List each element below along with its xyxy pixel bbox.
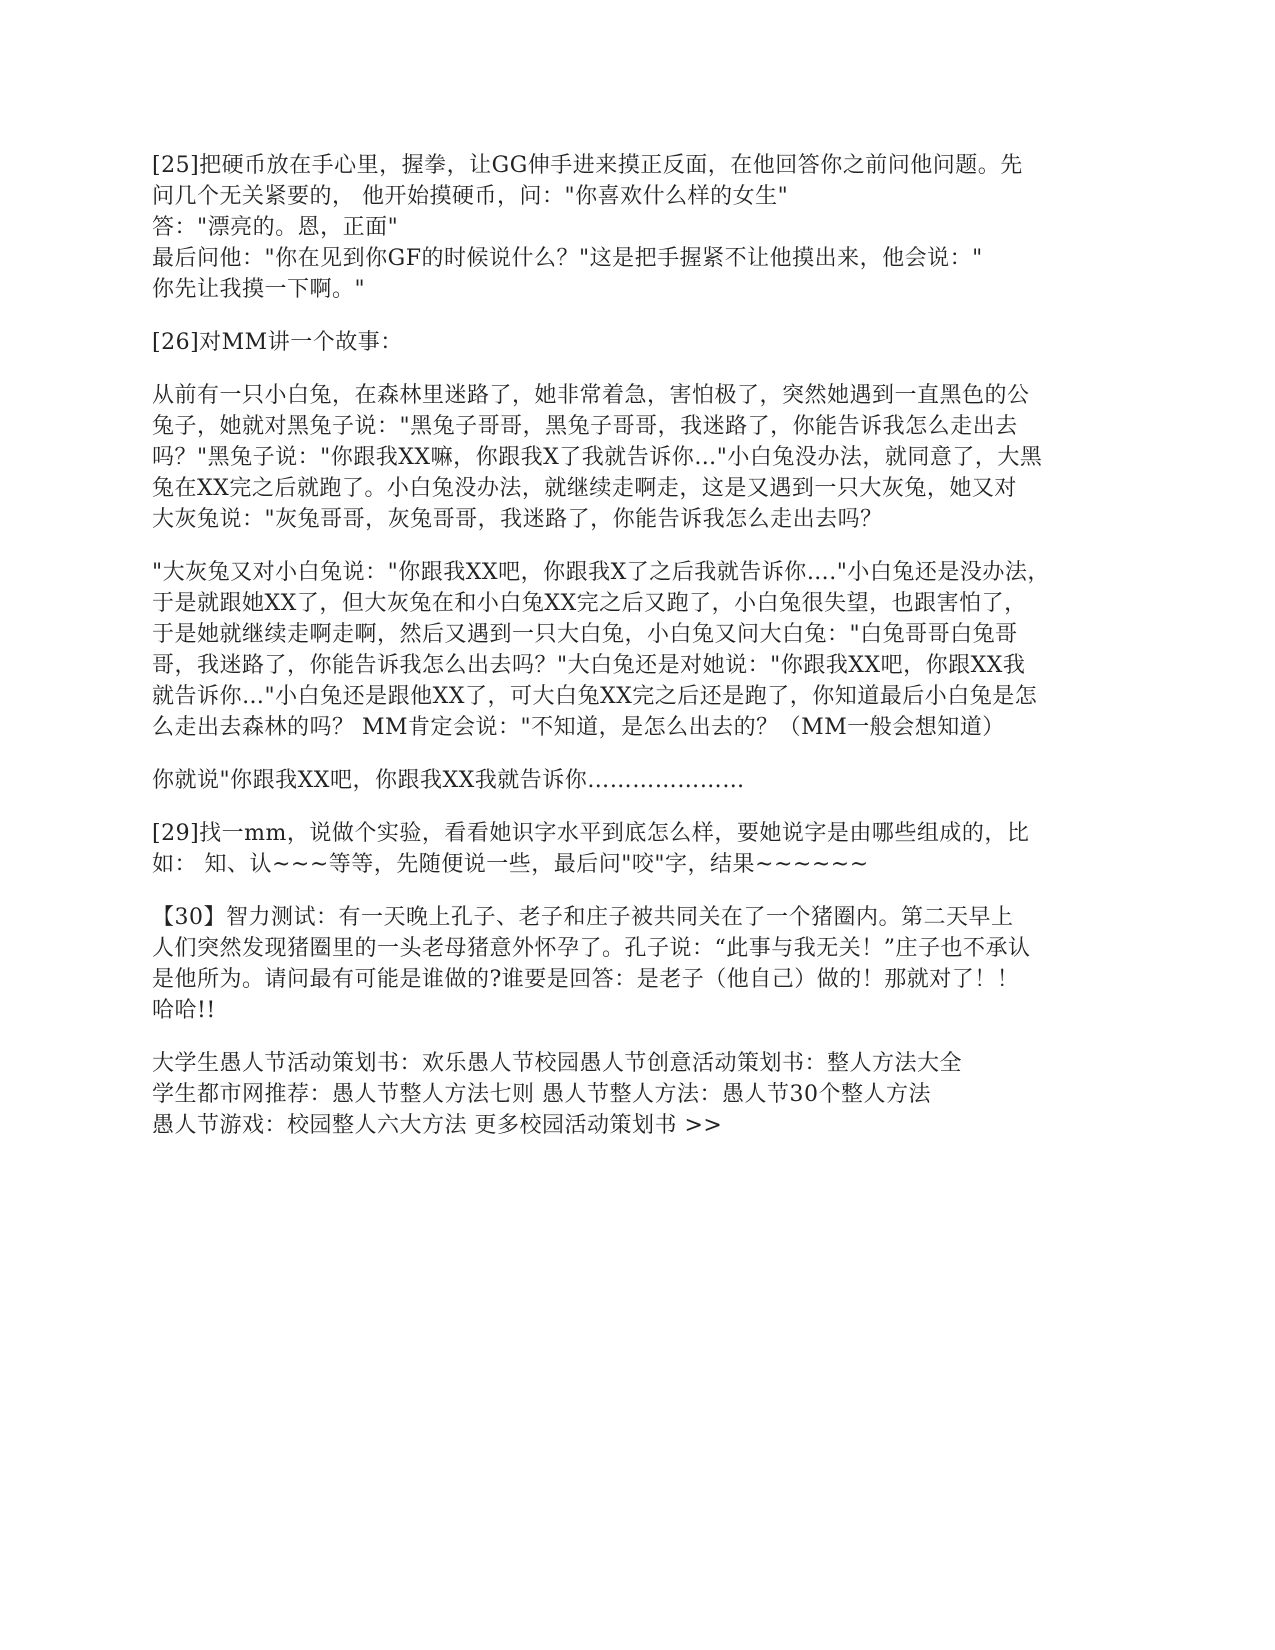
text-line: 于是就跟她XX了，但大灰兔在和小白兔XX完之后又跑了，小白兔很失望，也跟害怕了， [152, 591, 1027, 616]
text-line: [29]找一mm，说做个实验，看看她识字水平到底怎么样，要她说字是由哪些组成的，比 [152, 821, 1030, 846]
text-line: 从前有一只小白兔，在森林里迷路了，她非常着急，害怕极了，突然她遇到一直黑色的公 [152, 383, 1030, 408]
paragraph-26-heading [152, 327, 1132, 358]
related-link-line[interactable]: 大学生愚人节活动策划书：欢乐愚人节校园愚人节创意活动策划书：整人方法大全 [152, 1051, 963, 1076]
text-line: [26]对MM讲一个故事： [152, 330, 403, 355]
text-line: 答："漂亮的。恩，正面" [152, 215, 399, 240]
text-line: 哥，我迷路了，你能告诉我怎么出去吗？"大白兔还是对她说："你跟我XX吧，你跟XX我 [152, 653, 1026, 678]
paragraph-25 [152, 150, 1132, 305]
text-line: 问几个无关紧要的， 他开始摸硬币，问："你喜欢什么样的女生" [152, 184, 789, 209]
text-line: 吗？"黑兔子说："你跟我XX嘛，你跟我X了我就告诉你…"小白兔没办法，就同意了，大黑 [152, 445, 1043, 470]
text-line: 人们突然发现猪圈里的一头老母猪意外怀孕了。孔子说：“此事与我无关！”庄子也不承认 [152, 936, 1031, 961]
text-line: 你就说"你跟我XX吧，你跟我XX我就告诉你………………… [152, 768, 745, 793]
text-line: 哈哈!! [152, 998, 216, 1023]
paragraph-29 [152, 818, 1132, 880]
related-link-line[interactable]: 学生都市网推荐：愚人节整人方法七则 愚人节整人方法：愚人节30个整人方法 [152, 1082, 931, 1107]
paragraph-story-punchline [152, 765, 1132, 796]
text-line: 兔子，她就对黑兔子说："黑兔子哥哥，黑兔子哥哥，我迷路了，你能告诉我怎么走出去 [152, 414, 1018, 439]
text-line: 么走出去森林的吗？ MM肯定会说："不知道，是怎么出去的？（MM一般会想知道） [152, 715, 1005, 740]
text-line: 你先让我摸一下啊。" [152, 277, 366, 302]
text-line: 兔在XX完之后就跑了。小白兔没办法，就继续走啊走，这是又遇到一只大灰兔，她又对 [152, 476, 1017, 501]
text-line: 如： 知、认~~~等等，先随便说一些，最后问"咬"字，结果~~~~~~ [152, 852, 869, 877]
text-line: 是他所为。请问最有可能是谁做的?谁要是回答：是老子（他自己）做的！那就对了！！ [152, 967, 1020, 992]
paragraph-30 [152, 902, 1132, 1026]
related-link-line[interactable]: 愚人节游戏：校园整人六大方法 更多校园活动策划书 >> [152, 1113, 723, 1138]
text-line: [25]把硬币放在手心里，握拳，让GG伸手进来摸正反面，在他回答你之前问他问题。先 [152, 153, 1023, 178]
text-line: "大灰兔又对小白兔说："你跟我XX吧，你跟我X了之后我就告诉你…."小白兔还是没办法， [152, 560, 1050, 585]
related-links [152, 1048, 1132, 1141]
paragraph-story-part-1 [152, 380, 1132, 535]
text-line: 大灰兔说："灰兔哥哥，灰兔哥哥，我迷路了，你能告诉我怎么走出去吗？ [152, 507, 883, 532]
paragraph-story-part-2 [152, 557, 1132, 743]
document-body [152, 150, 1132, 1163]
text-line: 就告诉你…"小白兔还是跟他XX了，可大白兔XX完之后还是跑了，你知道最后小白兔是怎 [152, 684, 1038, 709]
text-line: 【30】智力测试：有一天晚上孔子、老子和庄子被共同关在了一个猪圈内。第二天早上 [152, 905, 1014, 930]
text-line: 最后问他："你在见到你GF的时候说什么？"这是把手握紧不让他摸出来，他会说：" [152, 246, 983, 271]
text-line: 于是她就继续走啊走啊，然后又遇到一只大白兔，小白兔又问大白兔："白兔哥哥白兔哥 [152, 622, 1018, 647]
